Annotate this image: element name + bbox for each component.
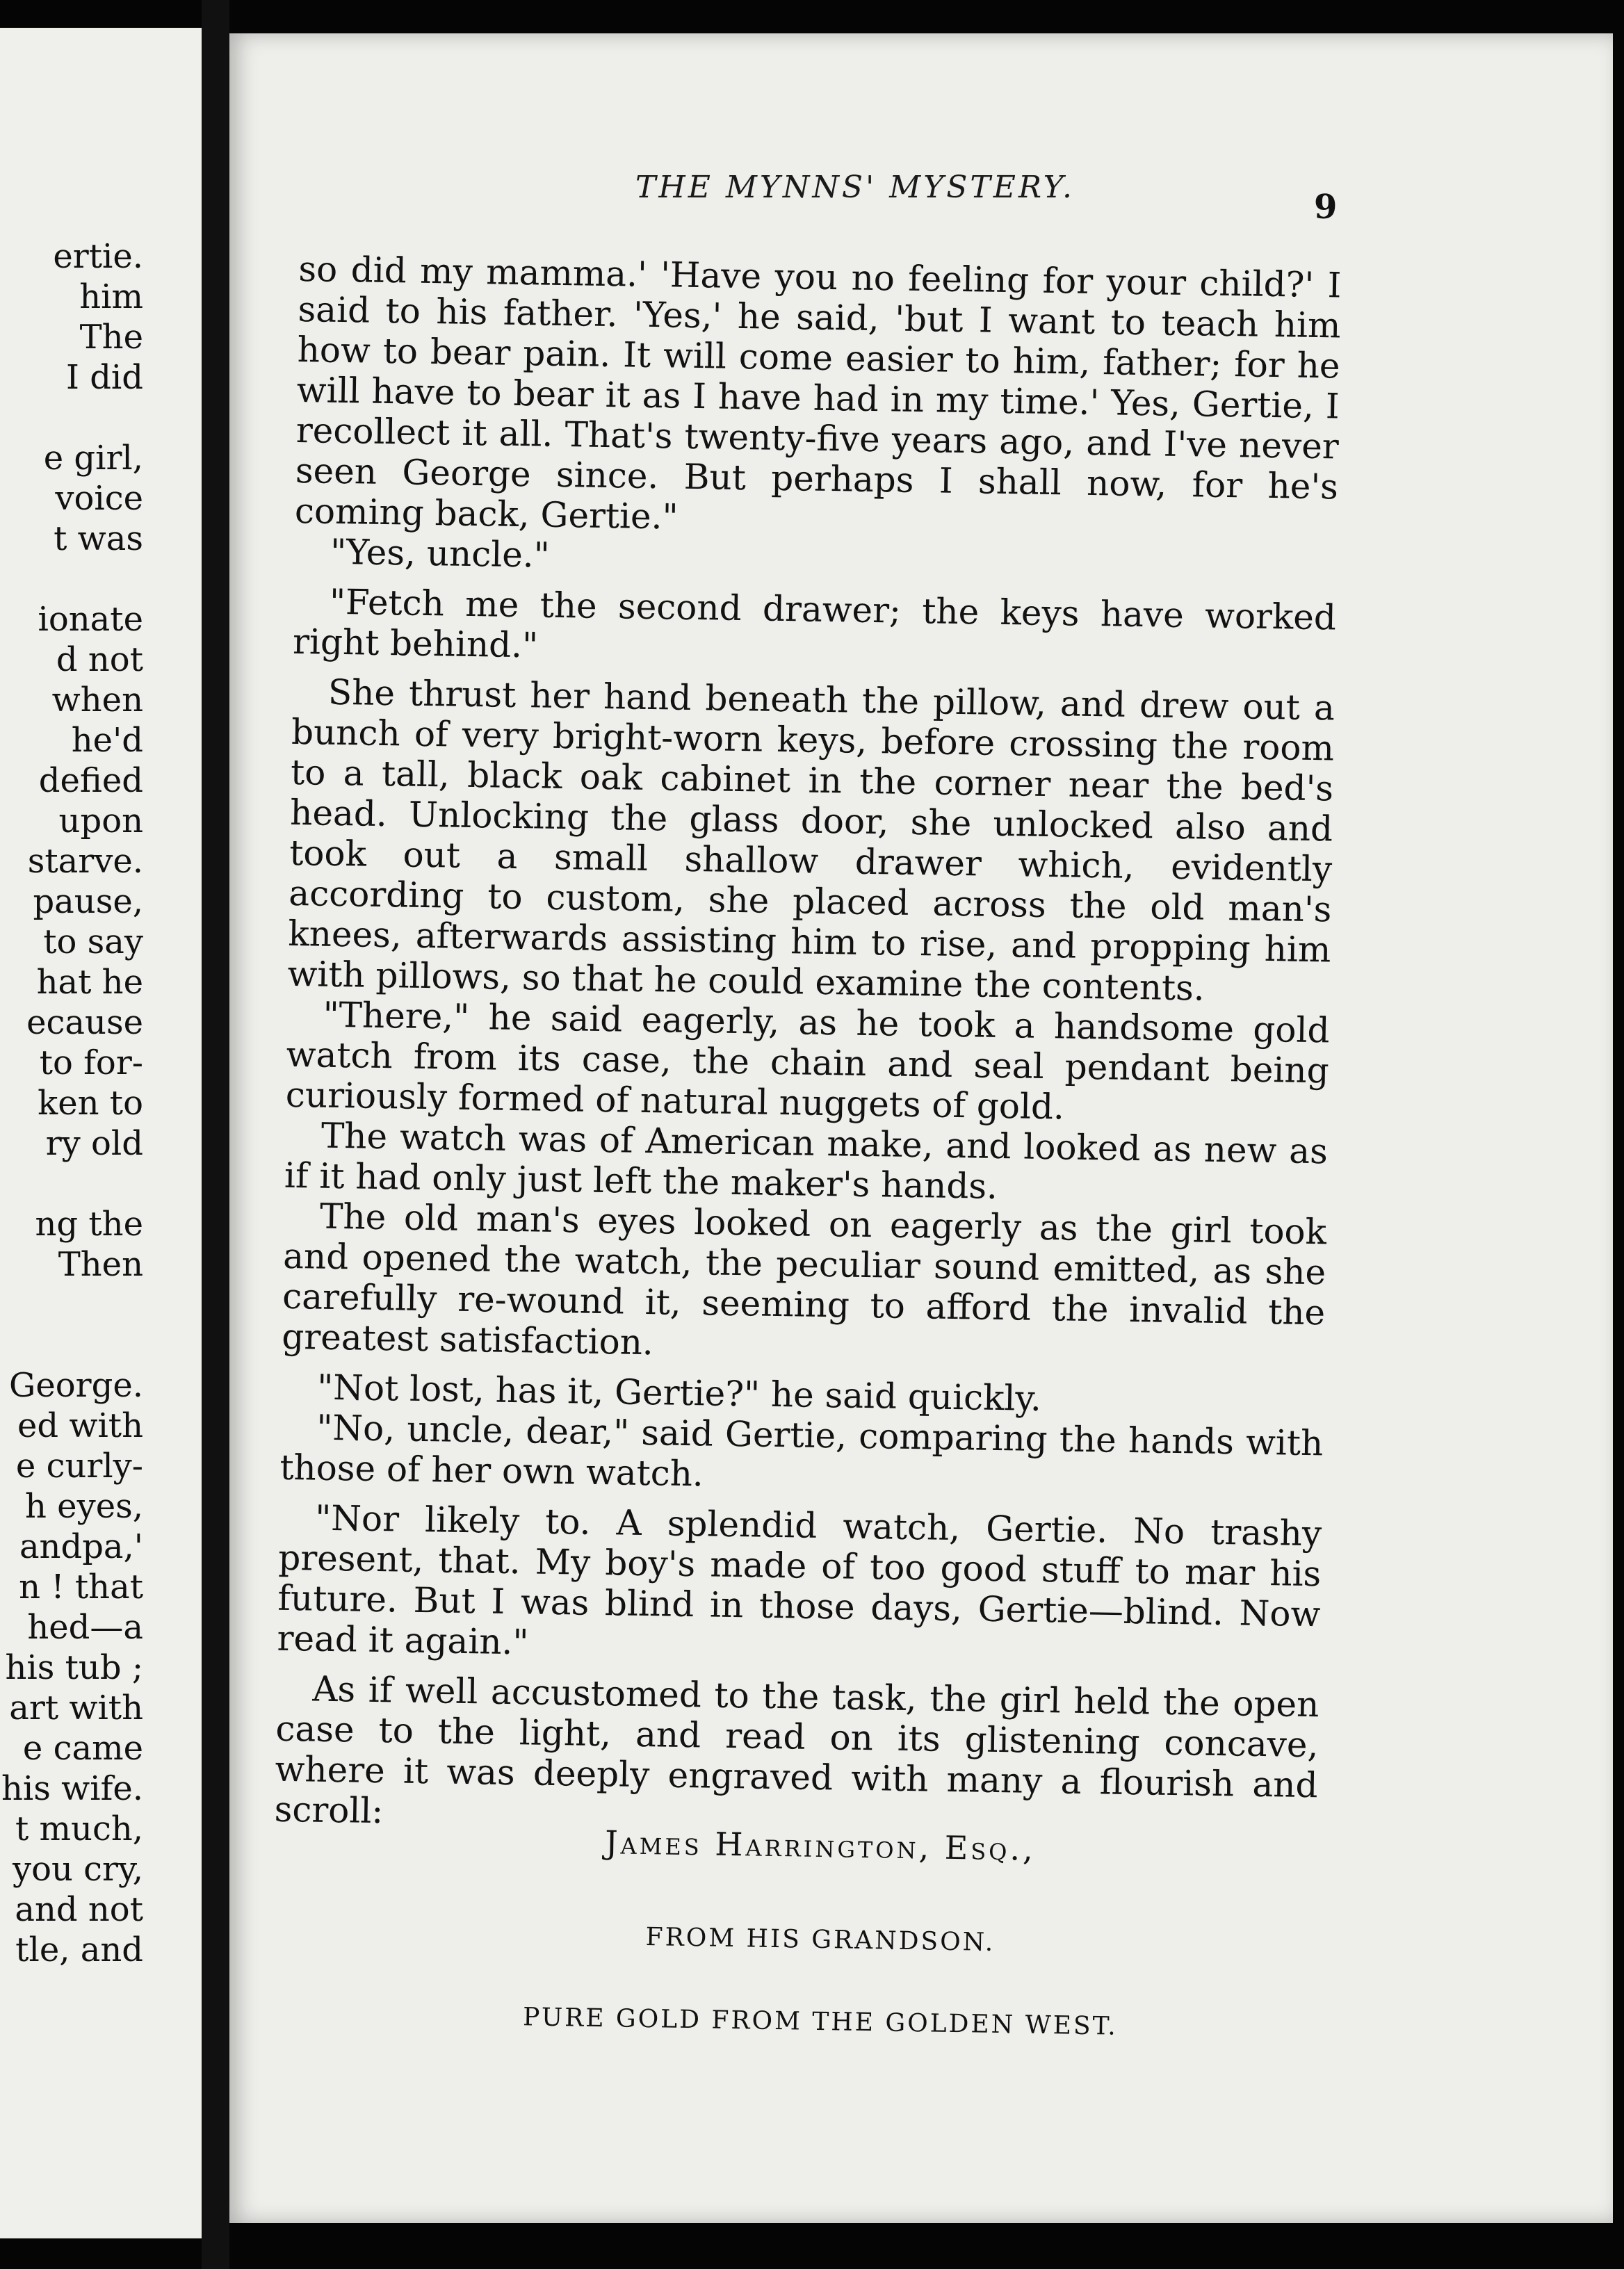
paragraph: "Not lost, has it, Gertie?" he said quickly. xyxy=(316,1367,1042,1419)
left-page-line: ng the xyxy=(35,1205,143,1244)
left-page-line: voice xyxy=(55,479,143,518)
left-page-line: e girl, xyxy=(43,439,143,478)
left-page-line: to for- xyxy=(39,1043,143,1082)
left-page-line: his tub ; xyxy=(5,1648,143,1687)
left-page-line: when xyxy=(51,681,143,719)
left-page-line: hat he xyxy=(36,963,143,1002)
book-gutter xyxy=(202,0,229,2269)
left-facing-page xyxy=(0,28,202,2238)
left-page-line: ed with xyxy=(17,1406,143,1445)
paragraph: She thrust her hand beneath the pillow, and drew out a bunch of very bright-worn keys, before crossing the room to a tall, black oak cabinet in the corner near the bed's head. Unlocking the glass door, she unlocked also and took out a small shallow drawer which, evidently according to custom, she placed across the old man's knees, afterwards assisting him to rise, and propping him with pillows, so that he could examine the contents. xyxy=(287,672,1335,1009)
left-page-line: pause, xyxy=(33,882,143,921)
paragraph: "Nor likely to. A splendid watch, Gertie. No trashy present, that. My boy's made of too good stuff to mar his future. But I was blind in those days, Gertie—blind. Now read it again." xyxy=(277,1497,1322,1663)
page-number: 9 xyxy=(1314,188,1338,227)
right-page xyxy=(229,33,1613,2223)
left-page-line: d not xyxy=(56,640,143,679)
running-head: THE MYNNS' MYSTERY. xyxy=(635,170,1075,205)
inscription-from: FROM HIS GRANDSON. xyxy=(645,1923,996,1957)
left-page-line: I did xyxy=(65,358,143,397)
left-page-line: to say xyxy=(43,922,143,961)
left-page-line: defied xyxy=(38,761,143,800)
inscription-motto: PURE GOLD FROM THE GOLDEN WEST. xyxy=(522,2003,1119,2041)
paragraph: "No, uncle, dear," said Gertie, comparing the hands with those of her own watch. xyxy=(279,1407,1324,1495)
left-page-line: The xyxy=(79,318,143,357)
paragraph: As if well accustomed to the task, the girl held the open case to the light, and read on its glistening concave, where it was deeply engraved with many a flourish and scroll: xyxy=(274,1668,1320,1832)
paragraph: The watch was of American make, and looked as new as if it had only just left the maker's hands. xyxy=(284,1115,1329,1207)
left-page-line: tle, and xyxy=(15,1930,143,1969)
left-page-line: upon xyxy=(58,802,143,840)
paragraph: "Yes, uncle." xyxy=(330,531,551,576)
left-page-line: starve. xyxy=(27,842,143,881)
left-page-line: George. xyxy=(9,1366,143,1405)
left-page-line: ken to xyxy=(38,1084,143,1123)
left-page-line: Then xyxy=(58,1245,143,1284)
left-page-line: hed—a xyxy=(27,1608,143,1647)
left-page-line: h eyes, xyxy=(25,1487,143,1526)
left-page-line: ionate xyxy=(38,600,143,639)
body-text xyxy=(274,249,1342,1846)
left-page-line: ertie. xyxy=(53,237,143,276)
left-page-line: you cry, xyxy=(12,1850,143,1889)
left-page-line: and not xyxy=(15,1890,143,1929)
paragraph: so did my mamma.' 'Have you no feeling for your child?' I said to his father. 'Yes,' he said, 'but I want to teach him how to bear pain. It will come easier to him, father; for he will have to bear it as I have had in my time.' Yes, Gertie, I recollect it all. That's twenty-five years ago, and I've never seen George since. But perhaps I shall now, for he's coming back, Gertie." xyxy=(294,249,1342,537)
paragraph: "Fetch me the second drawer; the keys have worked right behind." xyxy=(292,581,1337,666)
inscription-name: James Harrington, Esq., xyxy=(604,1823,1037,1868)
paragraph: "There," he said eagerly, as he took a handsome gold watch from its case, the chain and seal pendant being curiously formed of natural nuggets of gold. xyxy=(285,994,1330,1128)
left-page-line: he'd xyxy=(71,721,143,760)
left-page-line: e curly- xyxy=(15,1447,143,1486)
left-page-line: andpa,' xyxy=(19,1527,143,1566)
left-page-line: e came xyxy=(22,1729,143,1768)
left-page-line: ry old xyxy=(45,1124,143,1163)
left-page-line: t much, xyxy=(15,1809,143,1848)
left-page-line: ecause xyxy=(26,1003,143,1042)
left-page-line: him xyxy=(79,277,143,316)
left-page-line: t was xyxy=(54,519,143,558)
left-page-line: his wife. xyxy=(1,1769,143,1808)
paragraph: The old man's eyes looked on eagerly as the girl took and opened the watch, the peculiar sound emitted, as she carefully re-wound it, seeming to afford the invalid the greatest satisfaction. xyxy=(281,1196,1327,1363)
left-page-line: n ! that xyxy=(19,1568,143,1607)
left-page-line: art with xyxy=(9,1689,143,1727)
